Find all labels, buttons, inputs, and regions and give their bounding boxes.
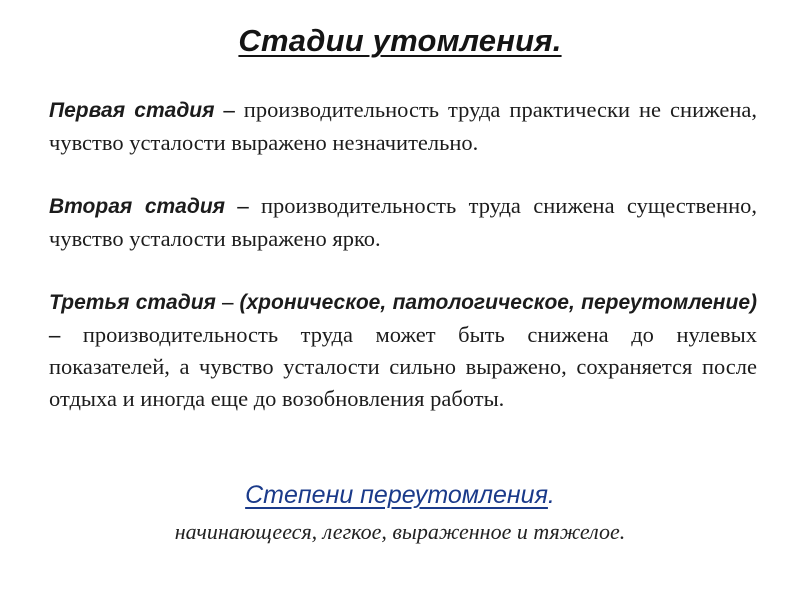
stage-2-dash: –: [237, 193, 249, 218]
stage-3-text: производительность труда может быть снижена до нулевых показателей, а чувство усталости сильно выражено, сохраняется после отдыха и иногда еще до возобновления работы.: [49, 322, 758, 411]
stage-2-term: Вторая стадия: [49, 195, 226, 218]
stage-2-paragraph: [49, 190, 757, 255]
slide-title: Стадии утомления.: [238, 23, 562, 58]
degrees-heading: [0, 481, 800, 510]
stage-3-dash: –: [222, 289, 234, 314]
stage-1-dash: –: [223, 97, 235, 122]
stage-1-term: Первая стадия: [49, 99, 215, 122]
stage-3-paragraph: [49, 286, 757, 415]
stage-3-paren-text: хроническое, патологическое, переутомление: [246, 291, 750, 314]
stage-3-paren-open: (: [239, 291, 247, 314]
stage-2-text: производительность труда снижена существенно, чувство усталости выражено ярко.: [49, 193, 757, 251]
stage-3-paren-close: ): [750, 291, 757, 314]
stage-1-paragraph: [49, 94, 757, 159]
stage-3-dash-2: –: [49, 322, 61, 347]
degrees-heading-text: Степени переутомления: [245, 481, 548, 509]
degrees-list: начинающееся, легкое, выраженное и тяжелое.: [174, 519, 626, 544]
stage-3-term: Третья стадия: [49, 291, 216, 314]
degrees-heading-suffix: .: [547, 481, 555, 509]
stage-1-text: производительность труда практически не снижена, чувство усталости выражено незначительно.: [49, 97, 758, 155]
